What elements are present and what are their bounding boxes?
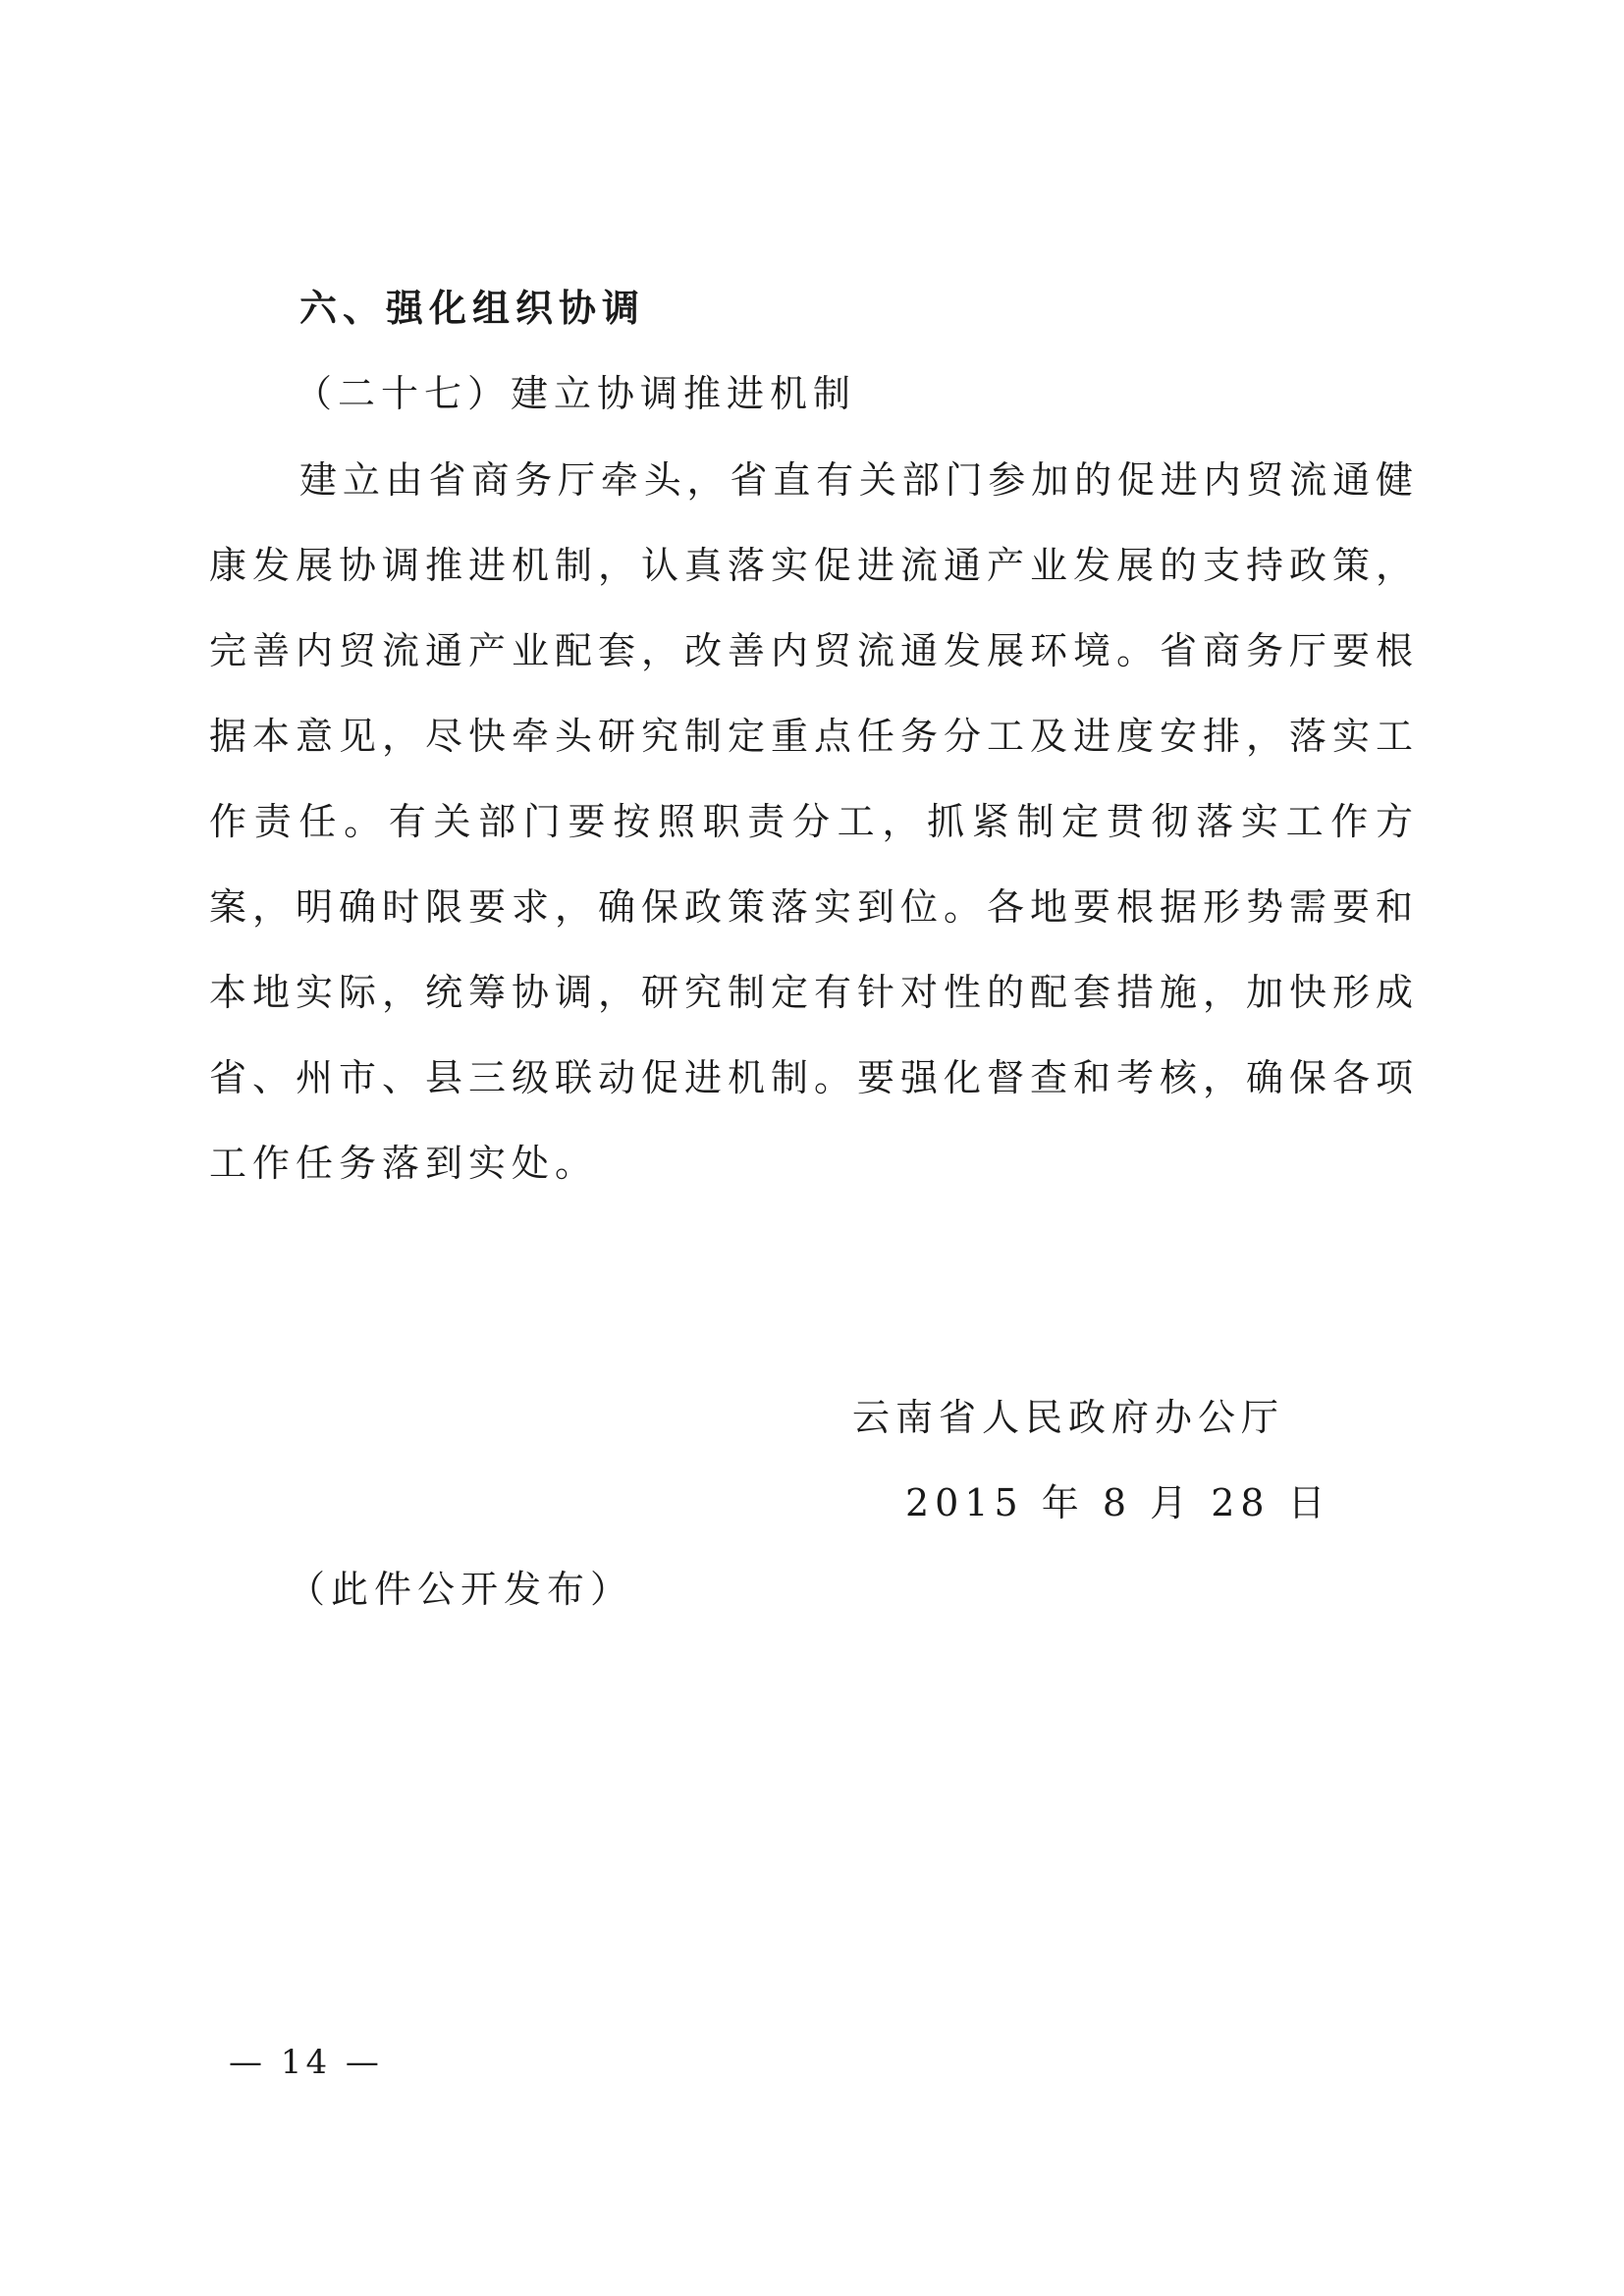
issuing-organization: 云南省人民政府办公厅 [852,1396,1285,1439]
paragraph-line: 建立由省商务厅牵头，省直有关部门参加的促进内贸流通健 [299,458,1413,502]
paragraph-line: 省、州市、县三级联动促进机制。要强化督查和考核，确保各项 [209,1056,1413,1099]
page-number: — 14 — [229,2043,383,2082]
section-heading: 六、强化组织协调 [299,287,646,330]
paragraph-line: 案，明确时限要求，确保政策落实到位。各地要根据形势需要和 [209,885,1413,929]
publication-note: （此件公开发布） [288,1568,634,1611]
paragraph-line: 康发展协调推进机制，认真落实促进流通产业发展的支持政策， [209,544,1413,587]
paragraph-line: 本地实际，统筹协调，研究制定有针对性的配套措施，加快形成 [209,971,1413,1014]
paragraph-line: 作责任。有关部门要按照职责分工，抓紧制定贯彻落实工作方 [209,800,1413,843]
issue-date: 2015 年 8 月 28 日 [905,1481,1331,1524]
paragraph-line: 工作任务落到实处。 [209,1142,599,1185]
subsection-heading: （二十七）建立协调推进机制 [295,372,857,415]
paragraph-line: 完善内贸流通产业配套，改善内贸流通发展环境。省商务厅要根 [209,629,1413,672]
paragraph-line: 据本意见，尽快牵头研究制定重点任务分工及进度安排，落实工 [209,715,1413,758]
